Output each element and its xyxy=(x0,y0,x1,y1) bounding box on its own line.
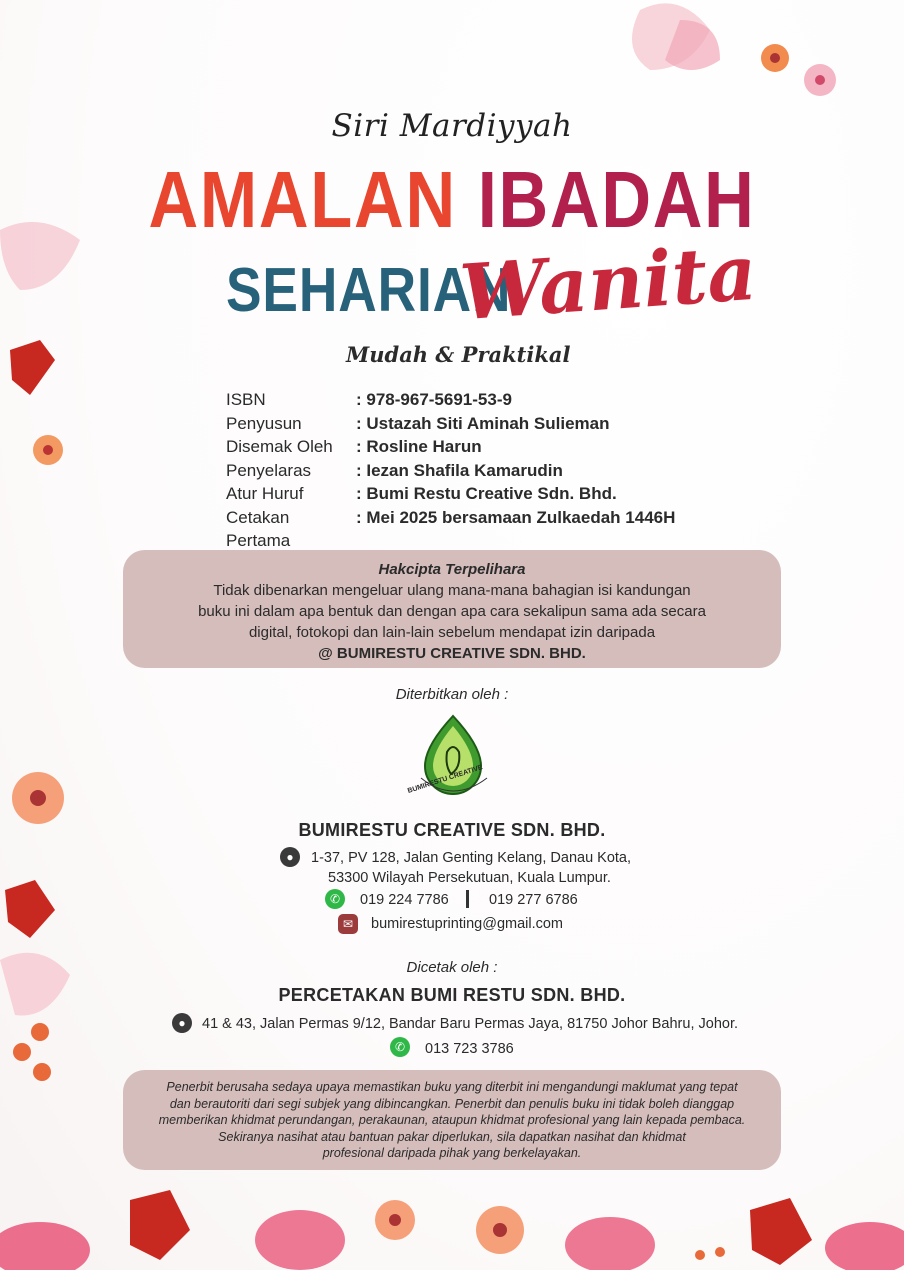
email-icon: ✉ xyxy=(338,914,358,934)
info-label: Atur Huruf xyxy=(226,484,304,503)
info-row-penyelaras xyxy=(226,459,675,483)
info-value: : Ustazah Siti Aminah Sulieman xyxy=(356,413,610,433)
title-word-seharian: SEHARIAN xyxy=(226,256,512,325)
info-label: Penyelaras xyxy=(226,460,312,480)
publisher-logo-text: BUMIRESTU CREATIVE xyxy=(406,764,484,795)
info-row-atur-huruf xyxy=(226,482,675,506)
phone-separator xyxy=(466,890,469,908)
floral-border-bottom xyxy=(0,1160,904,1270)
publisher-label: Diterbitkan oleh : xyxy=(395,686,509,703)
info-value: : Rosline Harun xyxy=(356,437,482,456)
floral-decoration-top-right xyxy=(620,0,904,110)
printer-name: PERCETAKAN BUMI RESTU SDN. BHD. xyxy=(278,985,626,1005)
info-label: Disemak Oleh xyxy=(226,437,333,456)
subtitle: Mudah & Praktikal xyxy=(346,342,571,367)
info-value: : Mei 2025 bersamaan Zulkaedah 1446H xyxy=(356,507,676,527)
copyright-notice xyxy=(123,550,781,668)
info-row-penyusun xyxy=(226,412,675,436)
info-value: : 978-967-5691-53-9 xyxy=(356,390,512,409)
title-word-ibadah: IBADAH xyxy=(477,155,756,244)
disclaimer-line: dan berautoriti dari segi subjek yang dibincangkan. Penerbit dan penulis buku ini tidak boleh dianggap xyxy=(169,1096,735,1111)
floral-decoration-left-lower xyxy=(0,760,90,1090)
disclaimer-line: Penerbit berusaha sedaya upaya memastikan buku yang diterbit ini mengandungi maklumat yang tepat xyxy=(166,1080,738,1094)
info-row-cetakan xyxy=(226,506,675,553)
whatsapp-icon: ✆ xyxy=(390,1037,410,1057)
printer-label: Dicetak oleh : xyxy=(406,959,498,976)
copyright-line: digital, fotokopi dan lain-lain sebelum mendapat izin daripada xyxy=(248,624,656,641)
publisher-phone-2: 019 277 6786 xyxy=(489,892,578,908)
whatsapp-icon: ✆ xyxy=(325,889,345,909)
info-label: Cetakan Pertama xyxy=(226,507,291,550)
copyright-heading: Hakcipta Terpelihara xyxy=(378,561,526,578)
info-value: : Iezan Shafila Kamarudin xyxy=(356,460,563,480)
publisher-name: BUMIRESTU CREATIVE SDN. BHD. xyxy=(298,820,606,840)
disclaimer-line: memberikan khidmat perundangan, perakaunan, ataupun khidmat profesional yang lain kepada pembaca. xyxy=(158,1113,746,1127)
copyright-line: Tidak dibenarkan mengeluar ulang mana-mana bahagian isi kandungan xyxy=(213,582,691,599)
disclaimer-line: profesional daripada pihak yang berkelayakan. xyxy=(322,1146,582,1160)
copyright-owner: @ BUMIRESTU CREATIVE SDN. BHD. xyxy=(318,645,586,662)
publisher-address-line-2: 53300 Wilayah Persekutuan, Kuala Lumpur. xyxy=(328,870,611,886)
title-word-amalan: AMALAN xyxy=(148,155,457,244)
printer-phone: 013 723 3786 xyxy=(425,1041,514,1057)
publisher-address-line-1: 1-37, PV 128, Jalan Genting Kelang, Danau Kota, xyxy=(311,850,632,866)
printer-address: 41 & 43, Jalan Permas 9/12, Bandar Baru Permas Jaya, 81750 Johor Bahru, Johor. xyxy=(202,1016,739,1032)
location-pin-icon: ● xyxy=(280,847,300,867)
info-row-disemak xyxy=(226,435,675,459)
title-word-wanita: Wanita xyxy=(457,227,760,338)
bibliographic-info xyxy=(226,388,675,553)
location-pin-icon: ● xyxy=(172,1013,192,1033)
info-row-isbn xyxy=(226,388,675,412)
disclaimer-line: Sekiranya nasihat atau bantuan pakar diperlukan, sila dapatkan nasihat dan khidmat xyxy=(218,1129,686,1144)
series-name: Siri Mardiyyah xyxy=(331,108,573,144)
copyright-line: buku ini dalam apa bentuk dan dengan apa cara sekalipun sama ada secara xyxy=(198,603,706,620)
publisher-phone-1: 019 224 7786 xyxy=(360,892,449,908)
disclaimer-notice xyxy=(123,1070,781,1170)
publisher-email: bumirestuprinting@gmail.com xyxy=(371,916,564,932)
info-label: Penyusun xyxy=(226,413,302,433)
info-value: : Bumi Restu Creative Sdn. Bhd. xyxy=(356,484,617,503)
info-label: ISBN xyxy=(226,390,266,409)
floral-decoration-left-upper xyxy=(0,200,120,480)
